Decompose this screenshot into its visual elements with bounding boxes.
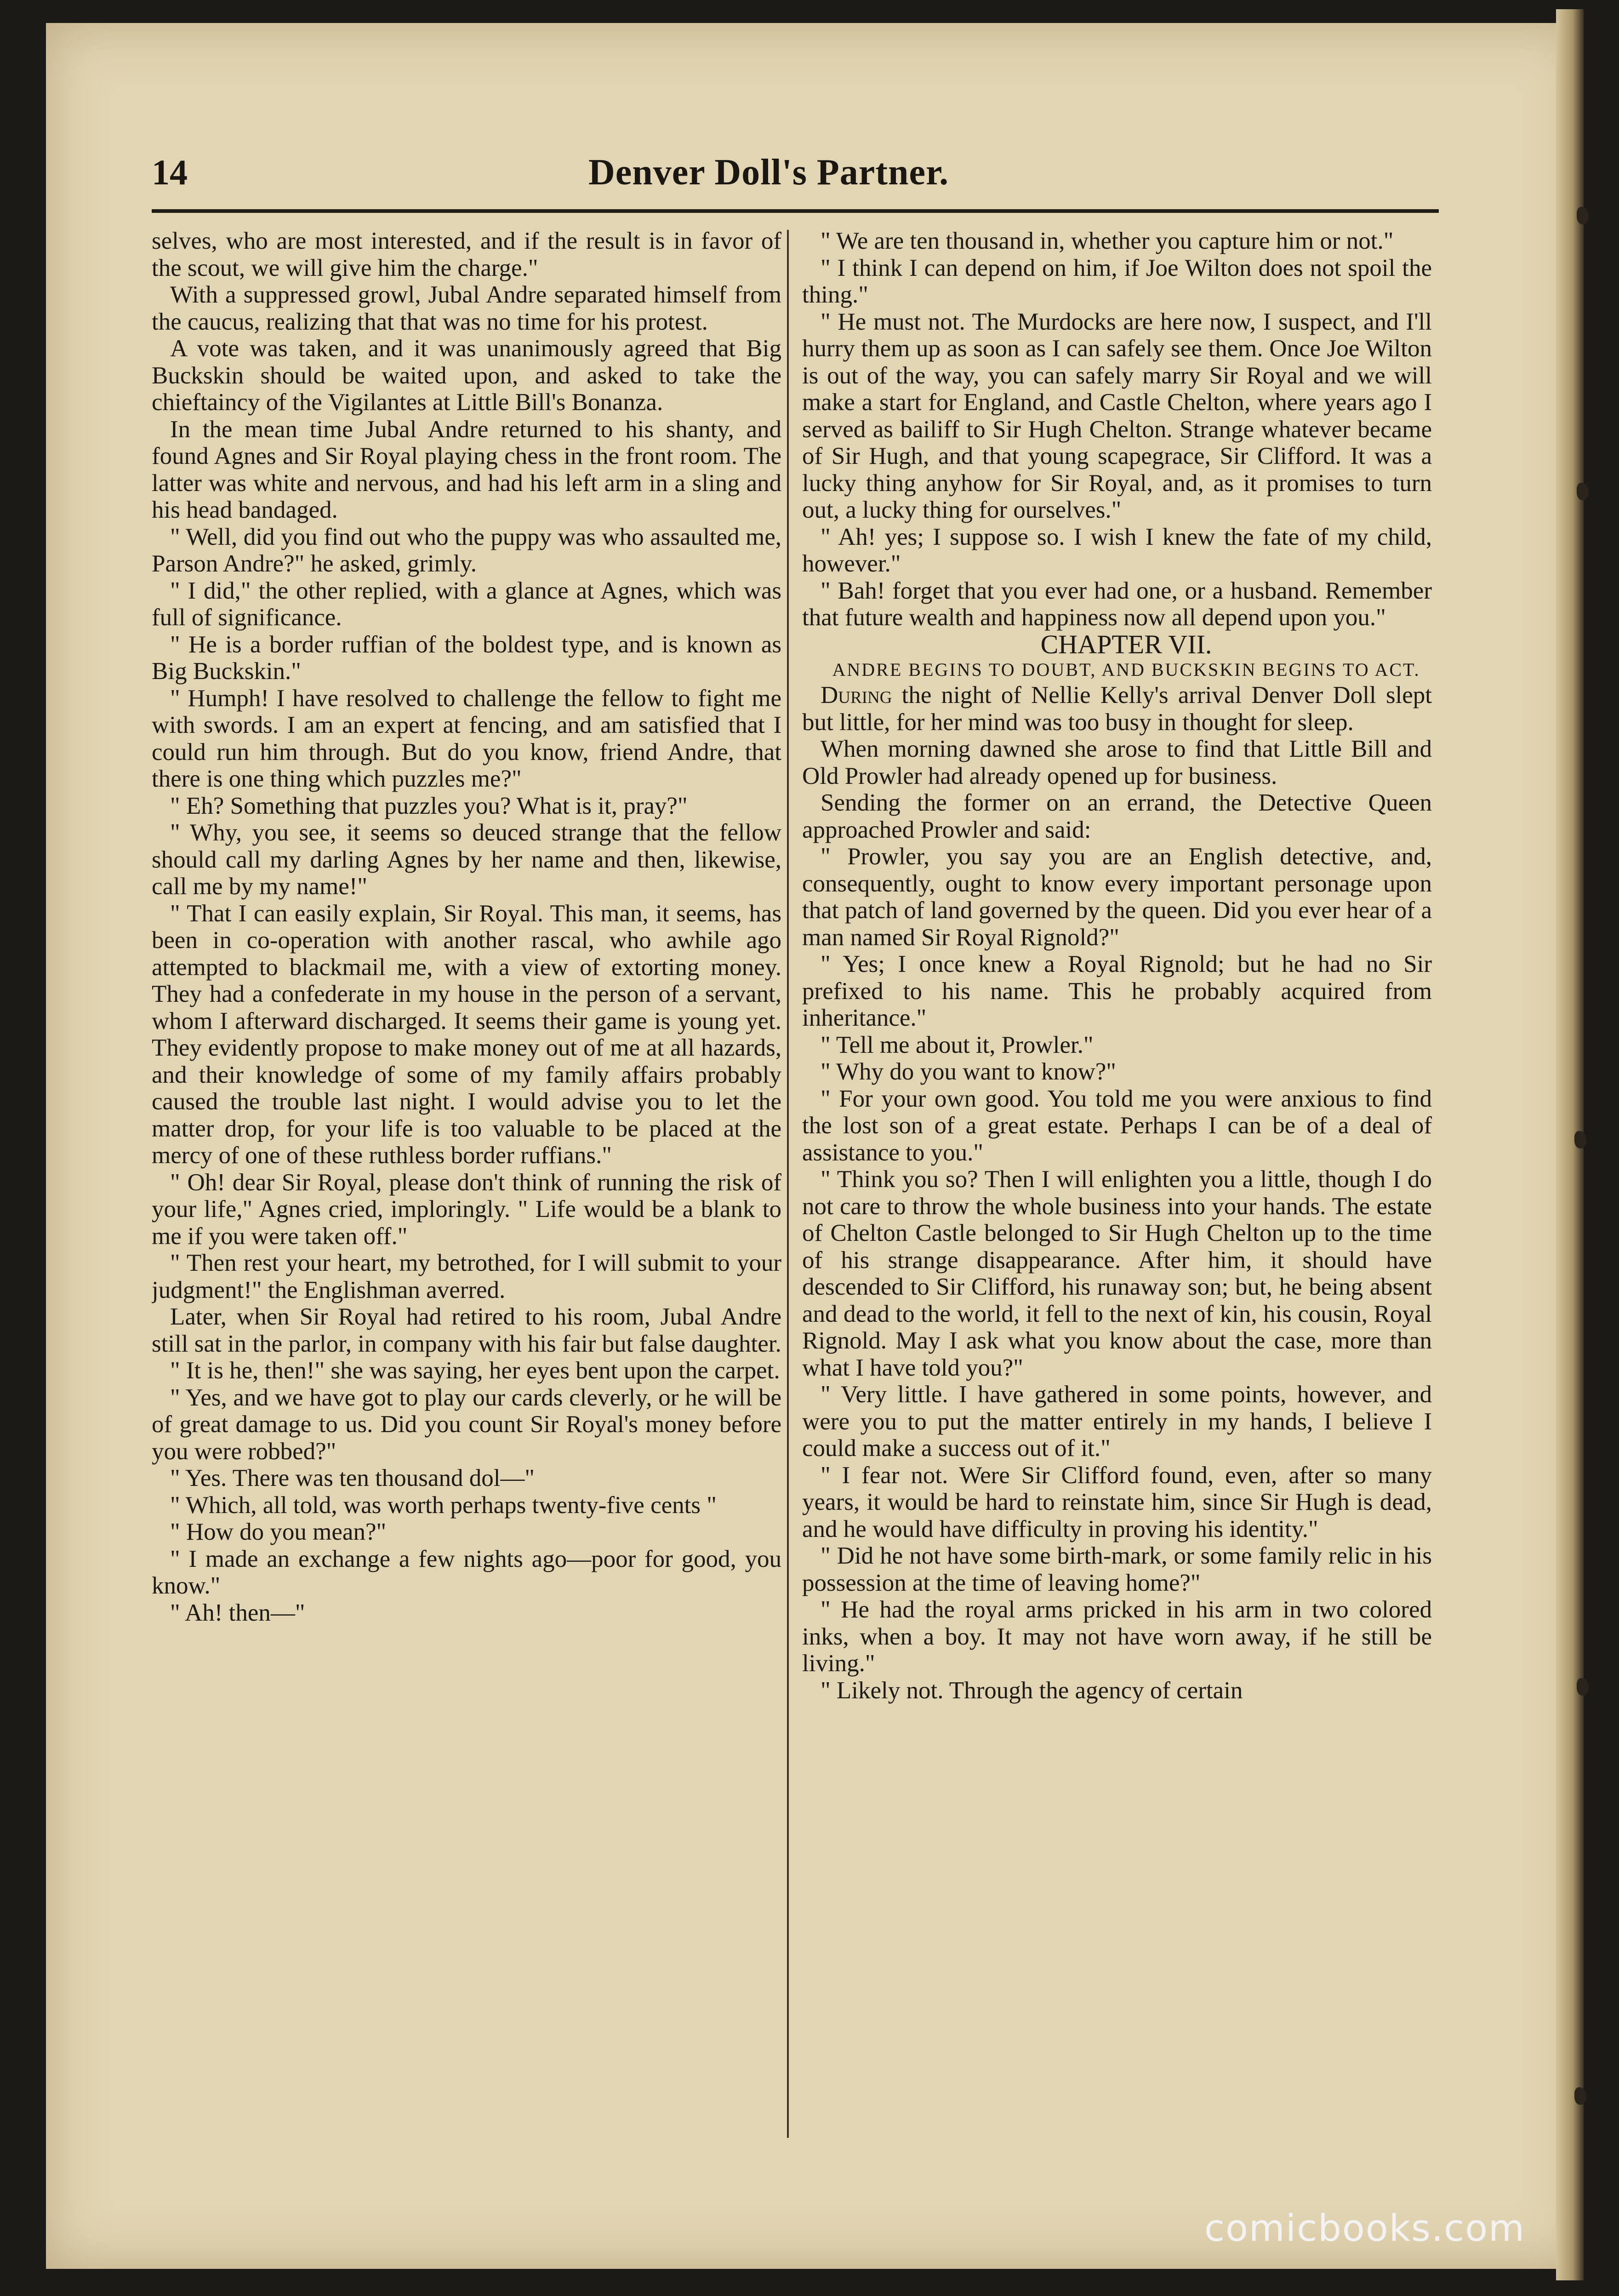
paragraph: " Which, all told, was worth perhaps twenty-five cents " [170, 1491, 717, 1519]
paragraph: " Why do you want to know?" [821, 1058, 1116, 1085]
paragraph: " Eh? Something that puzzles you? What is it, pray?" [170, 792, 688, 819]
paragraph: " For your own good. You told me you were anxious to find the lost son of a great estate. Perhaps I can be of a deal of assistance to you." [802, 1085, 1432, 1166]
chapter-opening-paragraph [802, 682, 1432, 736]
paragraph: " Yes. There was ten thousand dol—" [170, 1465, 535, 1491]
paragraph: Sending the former on an errand, the Detective Queen approached Prowler and said: [802, 789, 1432, 843]
paragraph: In the mean time Jubal Andre returned to his shanty, and found Agnes and Sir Royal playing chess in the front room. The latter was white and nervous, and had his left arm in a sling and his head bandaged. [152, 416, 781, 523]
binding-mark [1574, 1131, 1586, 1148]
left-column [152, 228, 781, 2154]
page-number: 14 [152, 152, 188, 192]
paragraph: With a suppressed growl, Jubal Andre separated himself from the caucus, realizing that that was no time for his protest. [152, 281, 781, 335]
chapter-title: CHAPTER VII. [1040, 629, 1212, 659]
opening-text: the night of Nellie Kelly's arrival Denver Doll slept but little, for her mind was too busy in thought for sleep. [802, 682, 1432, 736]
site-watermark: comicbooks.com [1204, 2207, 1526, 2250]
paragraph: " Humph! I have resolved to challenge the fellow to fight me with swords. I am an expert at fencing, and am satisfied that I could run him through. But do you know, friend Andre, that there is one thing which puzzles me?" [152, 685, 781, 792]
paragraph: " Bah! forget that you ever had one, or a husband. Remember that future wealth and happiness now all depend upon you." [802, 577, 1432, 631]
paragraph: " I think I can depend on him, if Joe Wilton does not spoil the thing." [802, 254, 1432, 308]
paragraph: Later, when Sir Royal had retired to his room, Jubal Andre still sat in the parlor, in company with his fair but false daughter. [152, 1303, 781, 1357]
column-divider [787, 230, 789, 2138]
paragraph: " Ah! yes; I suppose so. I wish I knew the fate of my child, however." [802, 523, 1432, 577]
paragraph: " I fear not. Were Sir Clifford found, even, after so many years, it would be hard to reinstate him, since Sir Hugh is dead, and he would have difficulty in proving his identity." [802, 1462, 1432, 1542]
paragraph: " Why, you see, it seems so deuced strange that the fellow should call my darling Agnes by her name and then, likewise, call me by my name!" [152, 819, 781, 900]
paragraph: " Oh! dear Sir Royal, please don't think of running the risk of your life," Agnes cried, imploringly. " Life would be a blank to me if you were taken off." [152, 1169, 781, 1250]
chapter-subtitle: ANDRE BEGINS TO DOUBT, AND BUCKSKIN BEGINS TO ACT. [832, 659, 1420, 680]
paragraph: " Likely not. Through the agency of certain [821, 1677, 1243, 1704]
paragraph: " Yes, and we have got to play our cards cleverly, or he will be of great damage to us. Did you count Sir Royal's money before you were robbed?" [152, 1384, 781, 1465]
running-title: Denver Doll's Partner. [588, 152, 949, 193]
paragraph: " Tell me about it, Prowler." [821, 1031, 1094, 1058]
paragraph: " I did," the other replied, with a glance at Agnes, which was full of significance. [152, 577, 781, 631]
binding-mark [1577, 207, 1589, 224]
paragraph: When morning dawned she arose to find that Little Bill and Old Prowler had already opened up for business. [802, 736, 1432, 789]
paragraph: " We are ten thousand in, whether you capture him or not." [821, 228, 1394, 254]
binding-mark [1577, 1678, 1589, 1696]
paragraph: " Very little. I have gathered in some points, however, and were you to put the matter entirely in my hands, I believe I could make a success out of it." [802, 1381, 1432, 1462]
paragraph: " Did he not have some birth-mark, or some family relic in his possession at the time of leaving home?" [802, 1542, 1432, 1596]
paragraph: selves, who are most interested, and if the result is in favor of the scout, we will give him the charge." [152, 228, 781, 281]
page-header [152, 147, 1439, 216]
paragraph: " Prowler, you say you are an English detective, and, consequently, ought to know every important personage upon that patch of land governed by the queen. Did you ever hear of a man named Sir Royal Rignold?" [802, 843, 1432, 951]
paragraph: " He must not. The Murdocks are here now, I suspect, and I'll hurry them up as soon as I can safely see them. Once Joe Wilton is out of the way, you can safely marry Sir Royal and we will make a start for England, and Castle Chelton, where years ago I served as bailiff to Sir Hugh Chelton. Strange whatever became of Sir Hugh, and that young scapegrace, Sir Clifford. It was a lucky thing anyhow for Sir Royal, and, as it promises to turn out, a lucky thing for ourselves." [802, 308, 1432, 523]
paragraph: " That I can easily explain, Sir Royal. This man, it seems, has been in co-operation with another rascal, who awhile ago attempted to blackmail me, with a view of extorting money. They had a confederate in my house in the person of a servant, whom I afterward discharged. It seems their game is young yet. They evidently propose to make money out of me at all hazards, and their knowledge of some of my family affairs probably caused the trouble last night. I would advise you to let the matter drop, for your life is too valuable to be placed at the mercy of one of these ruthless border ruffians." [152, 900, 781, 1169]
paragraph: " How do you mean?" [170, 1519, 387, 1545]
paragraph: " Think you so? Then I will enlighten you a little, though I do not care to throw the whole business into your hands. The estate of Chelton Castle belonged to Sir Hugh Chelton up to the time of his strange disappearance. After him, it should have descended to Sir Clifford, his runaway son; but, he being absent and dead to the world, it fell to the next of kin, his cousin, Royal Rignold. May I ask what you know about the case, more than what I have told you?" [802, 1166, 1432, 1381]
paragraph: " It is he, then!" she was saying, her eyes bent upon the carpet. [170, 1357, 780, 1384]
header-rule [152, 209, 1439, 213]
drop-word: During [821, 682, 892, 708]
right-column [802, 228, 1432, 2154]
binding-mark [1574, 2087, 1586, 2105]
paragraph: " Ah! then—" [170, 1599, 305, 1626]
paragraph: " Yes; I once knew a Royal Rignold; but he had no Sir prefixed to his name. This he probably acquired from inheritance." [802, 951, 1432, 1031]
paragraph: " He is a border ruffian of the boldest type, and is known as Big Buckskin." [152, 631, 781, 685]
binding-mark [1577, 483, 1589, 500]
paragraph: A vote was taken, and it was unanimously agreed that Big Buckskin should be waited upon, and asked to take the chieftaincy of the Vigilantes at Little Bill's Bonanza. [152, 335, 781, 416]
paragraph: " Well, did you find out who the puppy was who assaulted me, Parson Andre?" he asked, grimly. [152, 523, 781, 577]
paragraph: " He had the royal arms pricked in his arm in two colored inks, when a boy. It may not have worn away, if he still be living." [802, 1596, 1432, 1677]
paragraph: " Then rest your heart, my betrothed, for I will submit to your judgment!" the Englishman averred. [152, 1250, 781, 1303]
paragraph: " I made an exchange a few nights ago—poor for good, you know." [152, 1545, 781, 1599]
